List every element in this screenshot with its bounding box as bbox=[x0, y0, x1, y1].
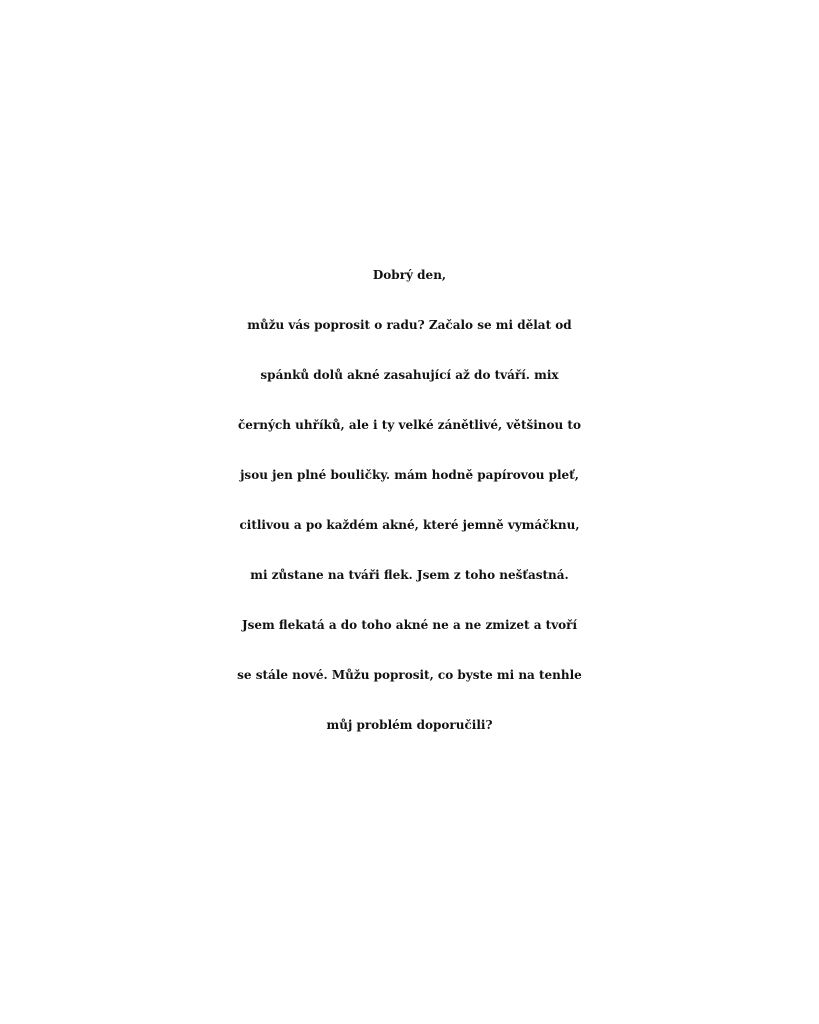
text-line: mi zůstane na tváři flek. Jsem z toho nešťastná. bbox=[250, 568, 569, 582]
text-line: se stále nové. Můžu poprosit, co byste mi na tenhle bbox=[237, 668, 582, 682]
letter-text bbox=[0, 250, 819, 750]
text-line: Jsem flekatá a do toho akné ne a ne zmizet a tvoří bbox=[241, 618, 578, 632]
text-line: můj problém doporučili? bbox=[326, 718, 493, 732]
text-line: černých uhříků, ale i ty velké zánětlivé, většinou to bbox=[238, 418, 581, 432]
text-line: můžu vás poprosit o radu? Začalo se mi dělat od bbox=[247, 318, 572, 332]
text-line: citlivou a po každém akné, které jemně vymáčknu, bbox=[239, 518, 580, 532]
greeting-line: Dobrý den, bbox=[372, 268, 447, 282]
text-line: spánků dolů akné zasahující až do tváří. mix bbox=[260, 368, 559, 382]
text-line: jsou jen plné bouličky. mám hodně papírovou pleť, bbox=[240, 468, 579, 482]
